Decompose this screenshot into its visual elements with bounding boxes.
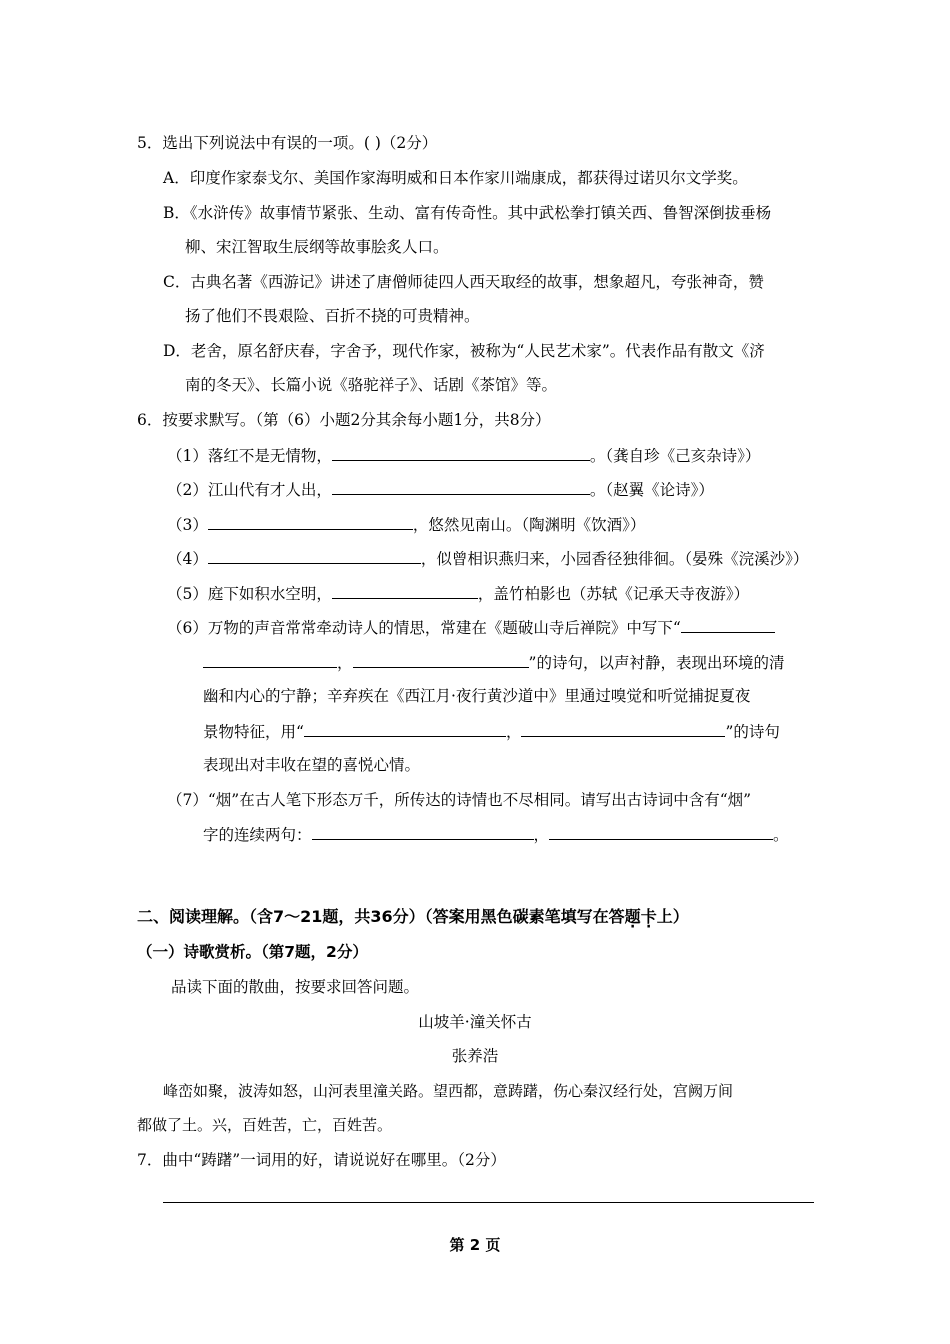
q6-item-4-suffix: ，似曾相识燕归来，小园香径独徘徊。（晏殊《浣溪沙》） [420,550,809,568]
q6-item-6-line2-suffix: ”的诗句，以声衬静，表现出环境的清 [528,654,785,672]
q6-item-6-line3: 幽和内心的宁静；辛弃疾在《西江月·夜行黄沙道中》里通过嗅觉和听觉捕捉夏夜 [203,687,751,705]
q6-item-4-blank[interactable] [208,547,421,564]
q6-item-7-line2 [203,823,789,846]
q6-stem: 6．按要求默写。（第（6）小题2分其余每小题1分，共8分） [137,411,551,429]
q6-item-6-line4 [203,720,780,743]
q6-item-7-prefix: 字的连续两句： [203,826,312,844]
q6-item-5-prefix: （5）庭下如积水空明， [167,585,332,603]
poem-title: 山坡羊·潼关怀古 [418,1013,532,1031]
q6-item-3-suffix: ，悠然见南山。（陶渊明《饮酒》） [412,516,646,534]
q5-option-c-line1: C．古典名著《西游记》讲述了唐僧师徒四人西天取经的故事，想象超凡，夸张神奇，赞 [163,273,764,291]
q6-item-7-blank-a[interactable] [312,823,534,840]
q6-item-3-prefix: （3） [167,516,208,534]
q6-item-6-blank-c[interactable] [304,720,506,737]
emphasis-ka: 卡 [640,907,657,926]
q6-item-6-line4-suffix: ”的诗句 [725,723,780,741]
q6-item-5 [167,582,749,605]
q6-item-6-blank-d[interactable] [521,720,725,737]
section2-intro: 品读下面的散曲，按要求回答问题。 [171,978,420,996]
poem-author: 张养浩 [451,1047,499,1065]
q6-item-6-line2 [203,651,784,674]
section2-heading [137,906,689,928]
q6-item-6-blank-b[interactable] [353,651,529,668]
q6-item-5-suffix: ，盖竹柏影也（苏轼《记承天寺夜游》） [477,585,750,603]
q6-item-7-line1: （7）“烟”在古人笔下形态万千，所传达的诗情也不尽相同。请写出古诗词中含有“烟” [167,791,752,809]
poem-line2: 都做了土。兴，百姓苦，亡，百姓苦。 [137,1116,393,1134]
q6-item-6-line5: 表现出对丰收在望的喜悦心情。 [203,756,421,774]
q6-item-2 [167,478,714,501]
section2-heading-text: 二、阅读理解。（含7～21题，共36分）（答案用黑色碳素笔填写在答 [137,907,625,926]
section2-sub1: （一）诗歌赏析。（第7题，2分） [137,943,368,961]
q6-item-7-comma: ， [533,826,550,844]
q7-stem: 7．曲中“踌躇”一词用的好，请说说好在哪里。（2分） [137,1151,506,1169]
q6-item-6-line4-prefix: 景物特征，用“ [203,723,304,741]
q6-item-6-blank-a-end[interactable] [203,651,337,668]
q6-item-3-blank[interactable] [208,513,413,530]
q6-item-2-blank[interactable] [332,478,590,495]
q6-item-1-suffix: 。（龚自珍《己亥杂诗》） [589,447,761,465]
q6-item-6-text: （6）万物的声音常常牵动诗人的情思，常建在《题破山寺后禅院》中写下“ [167,619,681,637]
q5-option-a: A．印度作家泰戈尔、美国作家海明威和日本作家川端康成，都获得过诺贝尔文学奖。 [163,169,748,187]
q6-item-6-line4-comma: ， [505,723,522,741]
q6-item-6-blank-a-start[interactable] [681,616,775,633]
section2-heading-end: 上） [656,907,689,926]
q6-item-2-prefix: （2）江山代有才人出， [167,481,332,499]
answer-line[interactable] [163,1202,814,1203]
q6-item-7-blank-b[interactable] [549,823,773,840]
q5-option-d-line2: 南的冬天》、长篇小说《骆驼祥子》、话剧《茶馆》等。 [185,376,558,394]
q6-item-2-suffix: 。（赵翼《论诗》） [589,481,714,499]
q6-item-3 [167,513,645,536]
q6-item-7-period: 。 [773,826,789,844]
q6-item-4 [167,547,808,570]
q5-option-b-line1: B．《水浒传》故事情节紧张、生动、富有传奇性。其中武松拳打镇关西、鲁智深倒拔垂杨 [163,204,772,222]
q6-item-1-blank[interactable] [332,444,590,461]
q6-item-6-comma: ， [337,654,353,672]
emphasis-ti: 题 [624,907,641,926]
page-number: 第 2 页 [449,1236,501,1254]
q5-stem: 5．选出下列说法中有误的一项。( )（2分） [137,134,438,152]
q6-item-5-blank[interactable] [332,582,478,599]
q5-option-d-line1: D．老舍，原名舒庆春，字舍予，现代作家，被称为“人民艺术家”。代表作品有散文《济 [163,342,765,360]
q5-option-b-line2: 柳、宋江智取生辰纲等故事脍炙人口。 [185,238,449,256]
poem-line1: 峰峦如聚，波涛如怒，山河表里潼关路。望西都，意踌躇，伤心秦汉经行处，宫阙万间 [163,1082,734,1100]
q6-item-1-prefix: （1）落红不是无情物， [167,447,332,465]
q6-item-4-prefix: （4） [167,550,208,568]
q5-option-c-line2: 扬了他们不畏艰险、百折不挠的可贵精神。 [185,307,480,325]
q6-item-6-line1 [167,616,775,639]
q6-item-1 [167,444,760,467]
